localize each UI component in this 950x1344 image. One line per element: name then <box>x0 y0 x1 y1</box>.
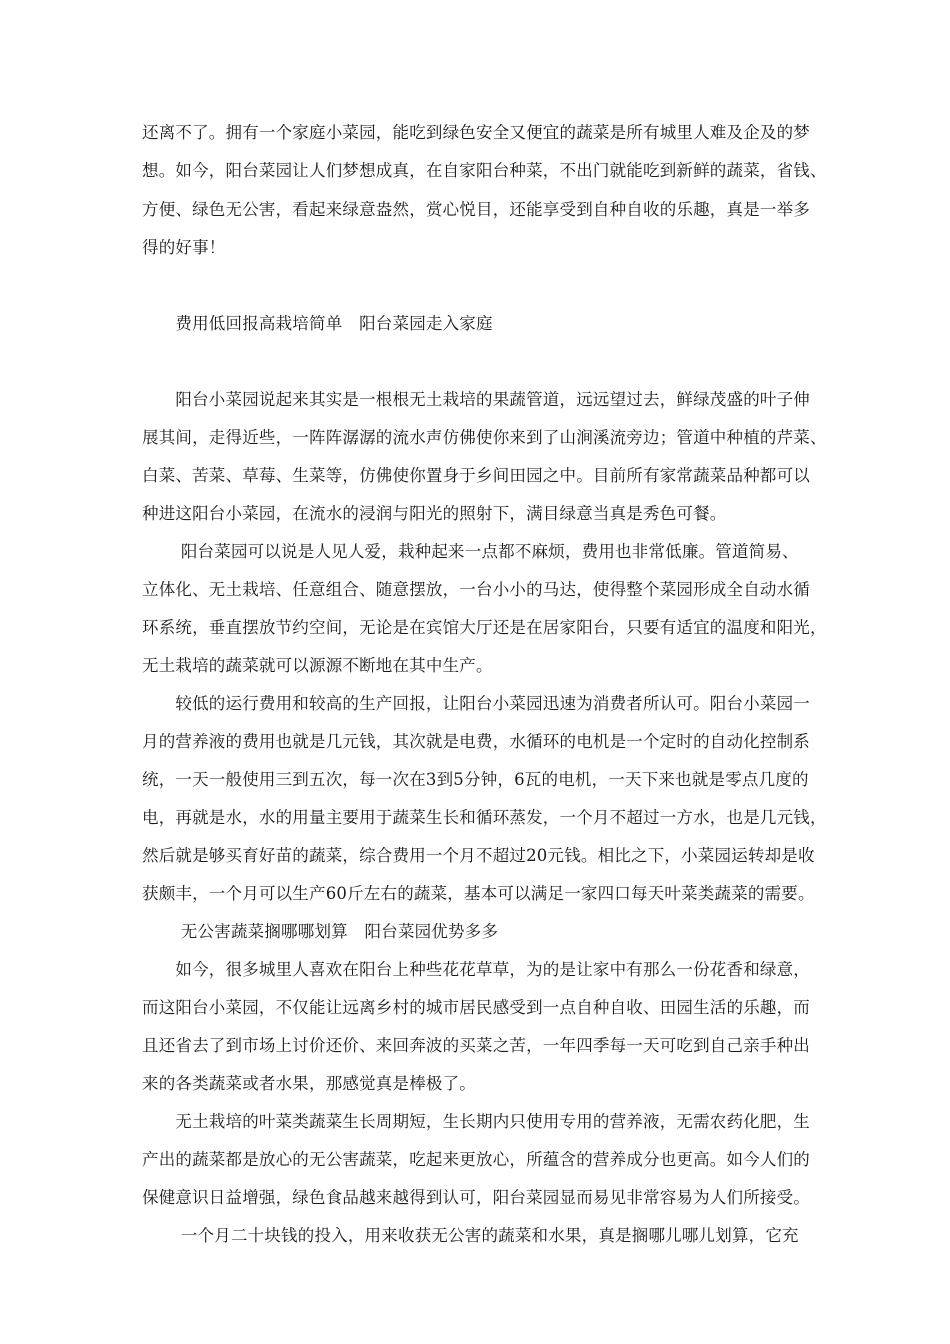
text-line: 白菜、苦菜、草莓、生菜等，仿佛使你置身于乡间田园之中。目前所有家常蔬菜品种都可以 <box>142 466 810 485</box>
text-line: 然后就是够买育好苗的蔬菜，综合费用一个月不超过20元钱。相比之下，小菜园运转却是收 <box>142 846 815 865</box>
text-line: 获颇丰，一个月可以生产60斤左右的蔬菜，基本可以满足一家四口每天叶菜类蔬菜的需要。 <box>142 884 815 903</box>
text-line: 阳台小菜园说起来其实是一根根无土栽培的果蔬管道，远远望过去，鲜绿茂盛的叶子伸 <box>142 390 810 409</box>
text-line: 如今，很多城里人喜欢在阳台上种些花花草草，为的是让家中有那么一份花香和绿意， <box>142 960 810 979</box>
text-line: 一个月二十块钱的投入，用来收获无公害的蔬菜和水果，真是搁哪儿哪儿划算，它充 <box>142 1226 799 1245</box>
text-line: 还离不了。拥有一个家庭小菜园，能吃到绿色安全又便宜的蔬菜是所有城里人难及企及的梦 <box>142 123 810 142</box>
text-line: 立体化、无土栽培、任意组合、随意摆放，一台小小的马达，使得整个菜园形成全自动水循 <box>142 580 810 599</box>
text-line: 产出的蔬菜都是放心的无公害蔬菜，吃起来更放心，所蕴含的营养成分也更高。如今人们的 <box>142 1150 810 1169</box>
text-line: 保健意识日益增强，绿色食品越来越得到认可，阳台菜园显而易见非常容易为人们所接受。 <box>142 1188 810 1207</box>
text-line: 种进这阳台小菜园，在流水的浸润与阳光的照射下，满目绿意当真是秀色可餐。 <box>142 504 727 523</box>
text-line: 环系统，垂直摆放节约空间，无论是在宾馆大厅还是在居家阳台，只要有适宜的温度和阳光， <box>142 618 827 637</box>
text-line: 月的营养液的费用也就是几元钱，其次就是电费，水循环的电机是一个定时的自动化控制系 <box>142 732 810 751</box>
text-line: 展其间，走得近些，一阵阵潺潺的流水声仿佛使你来到了山涧溪流旁边；管道中种植的芹菜、 <box>142 428 827 447</box>
text-line: 且还省去了到市场上讨价还价、来回奔波的买菜之苦，一年四季每一天可吃到自己亲手种出 <box>142 1036 810 1055</box>
text-line: 无土栽培的叶菜类蔬菜生长周期短，生长期内只使用专用的营养液，无需农药化肥，生 <box>142 1112 810 1131</box>
text-line: 想。如今，阳台菜园让人们梦想成真，在自家阳台种菜，不出门就能吃到新鲜的蔬菜，省钱、 <box>142 161 827 180</box>
section-heading: 费用低回报高栽培简单 阳台菜园走入家庭 <box>142 314 493 333</box>
text-line: 得的好事！ <box>142 238 226 257</box>
text-line: 统，一天一般使用三到五次，每一次在3到5分钟，6瓦的电机，一天下来也就是零点几度的 <box>142 770 809 789</box>
text-line: 阳台菜园可以说是人见人爱，栽种起来一点都不麻烦，费用也非常低廉。管道简易、 <box>142 542 799 561</box>
text-line: 方便、绿色无公害，看起来绿意盎然，赏心悦目，还能享受到自种自收的乐趣，真是一举多 <box>142 200 810 219</box>
section-heading: 无公害蔬菜搁哪哪划算 阳台菜园优势多多 <box>142 922 499 941</box>
text-line: 电，再就是水，水的用量主要用于蔬菜生长和循环蒸发，一个月不超过一方水，也是几元钱， <box>142 808 827 827</box>
text-line: 无土栽培的蔬菜就可以源源不断地在其中生产。 <box>142 656 493 675</box>
text-line: 较低的运行费用和较高的生产回报，让阳台小菜园迅速为消费者所认可。阳台小菜园一 <box>142 694 810 713</box>
text-line: 来的各类蔬菜或者水果，那感觉真是棒极了。 <box>142 1074 476 1093</box>
text-line: 而这阳台小菜园，不仅能让远离乡村的城市居民感受到一点自种自收、田园生活的乐趣，而 <box>142 998 810 1017</box>
